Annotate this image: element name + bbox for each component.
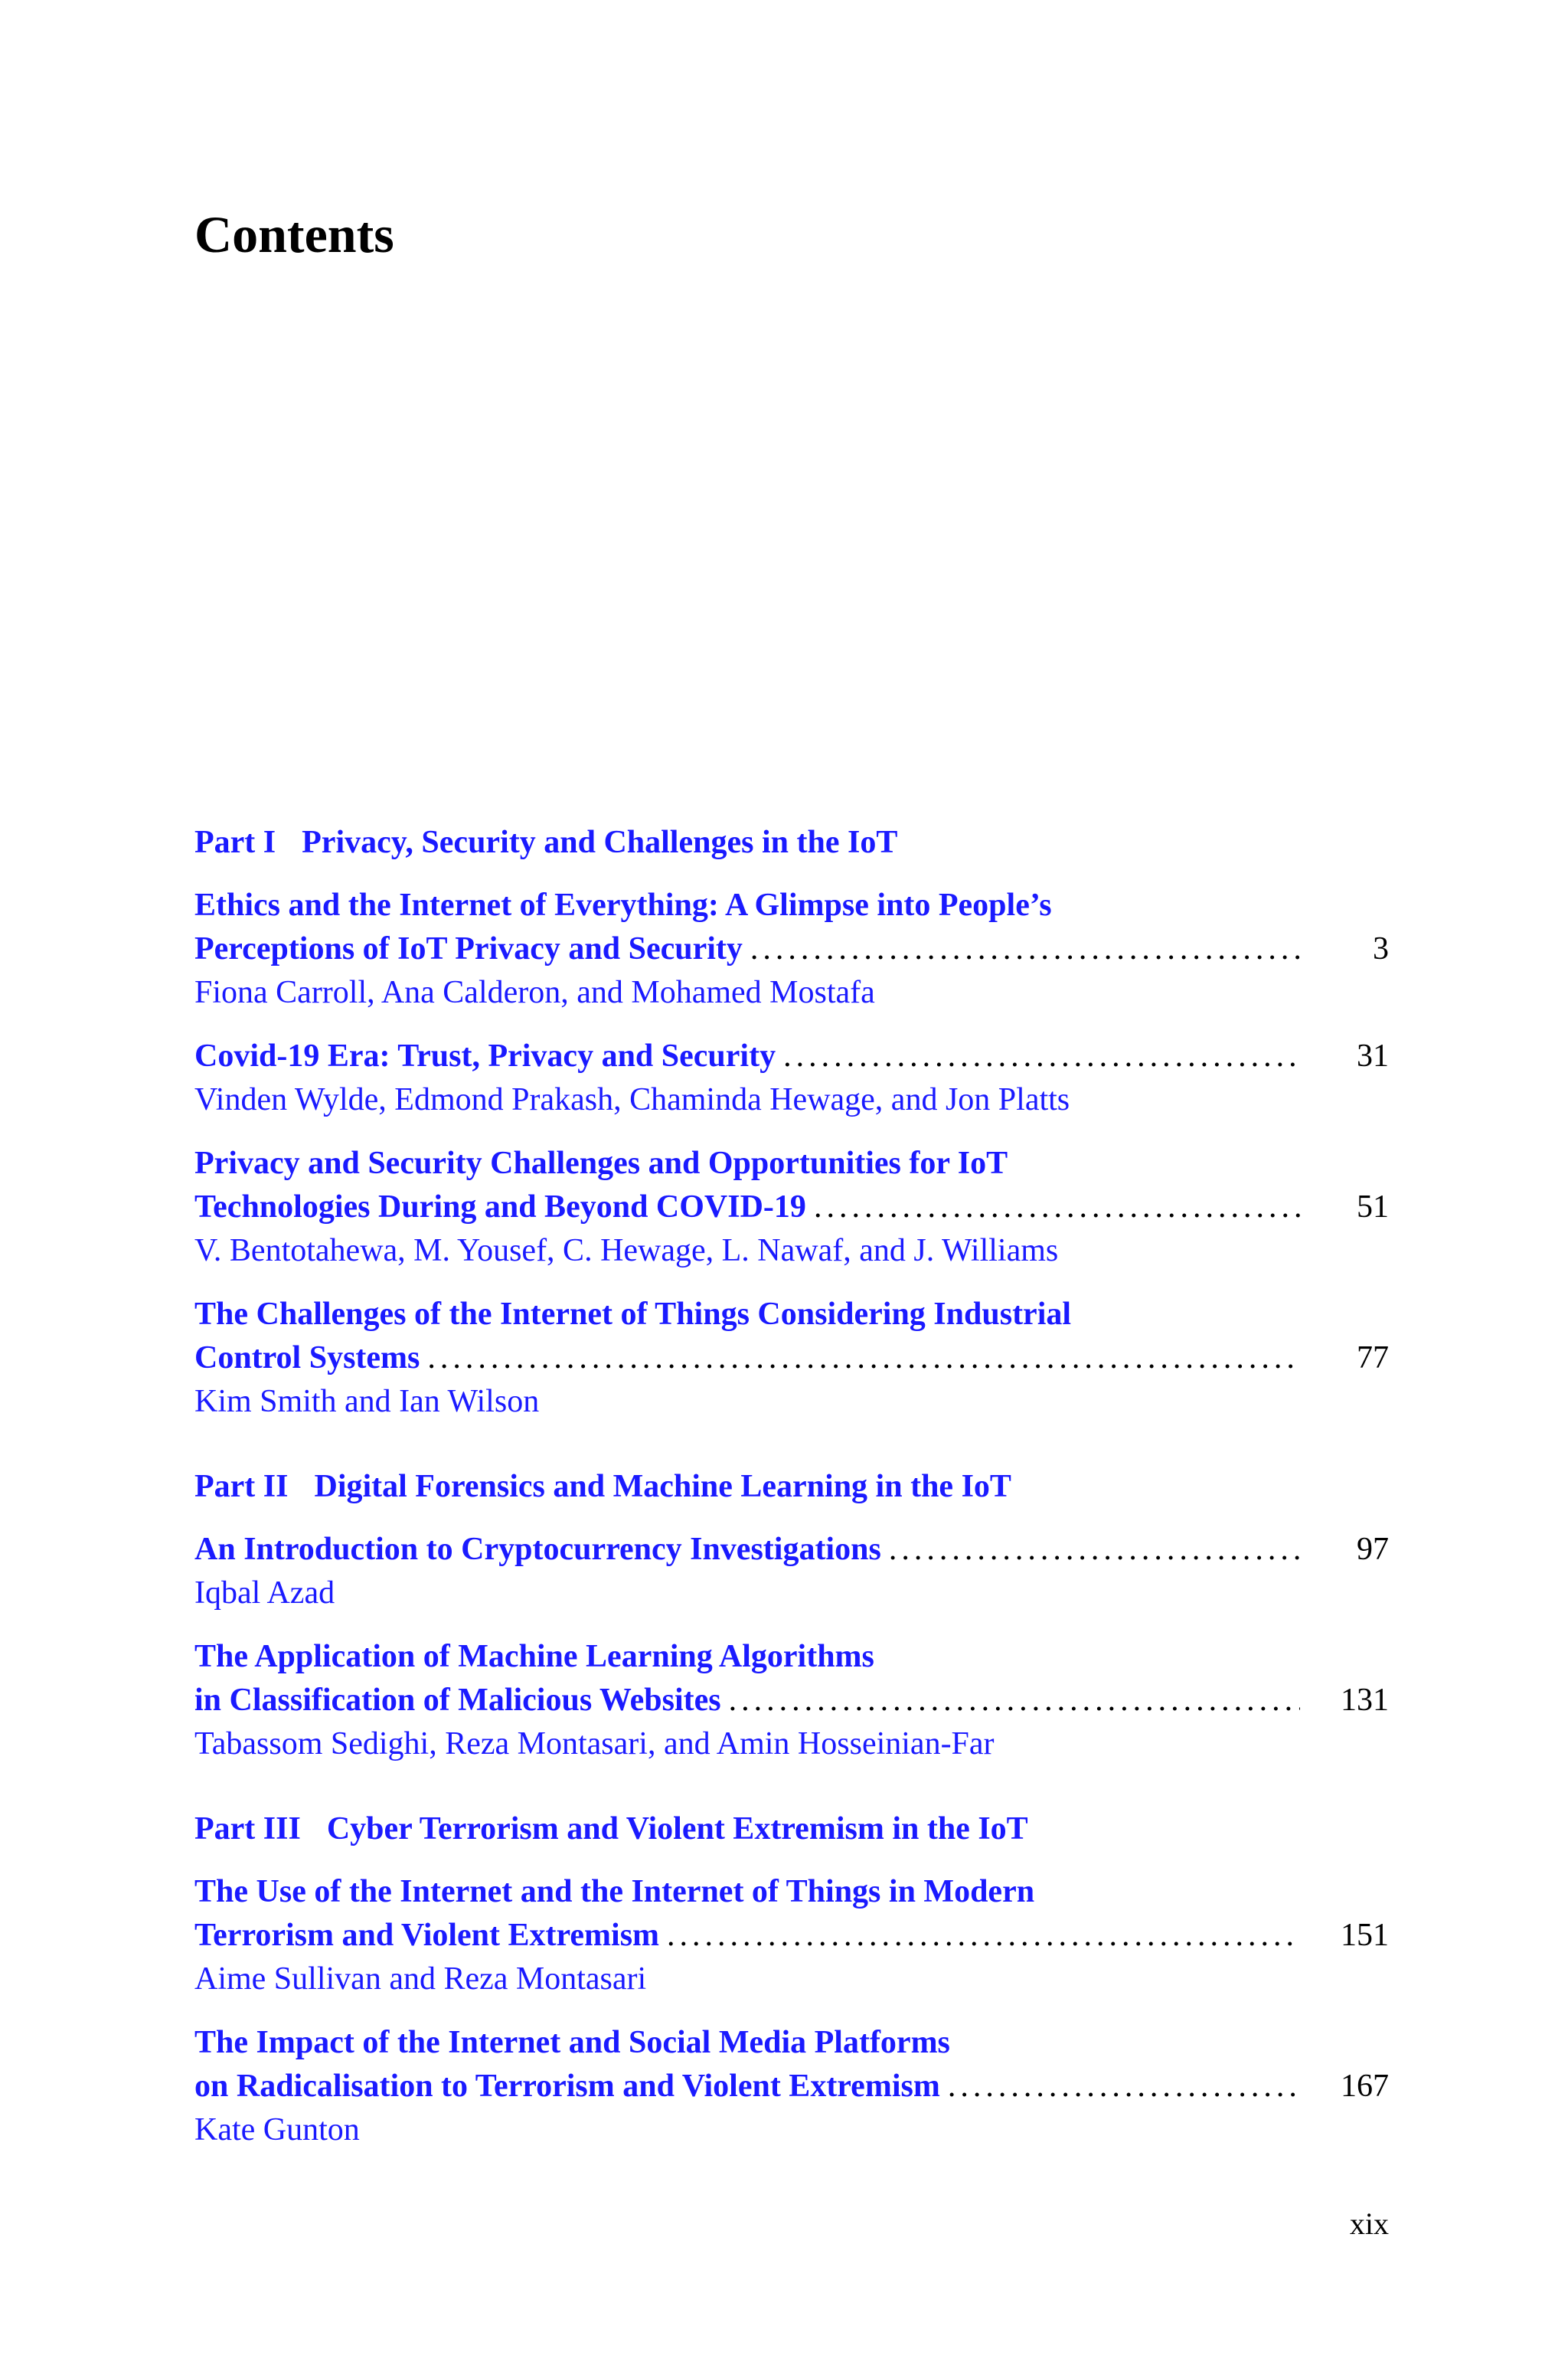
dot-leader: [427, 1336, 1300, 1380]
chapter-authors: Aime Sullivan and Reza Montasari: [194, 1961, 647, 1997]
chapter-authors: Kim Smith and Ian Wilson: [194, 1384, 540, 1419]
page-title: Contents: [194, 205, 394, 263]
chapter-title-last-line: [194, 2065, 1389, 2108]
page-number: 31: [1357, 1039, 1389, 1074]
part-heading[interactable]: [194, 819, 1389, 865]
toc-entry[interactable]: [194, 1528, 1389, 1615]
toc-entry[interactable]: [194, 884, 1389, 1015]
page-folio: xix: [1349, 2206, 1389, 2241]
chapter-title-text: on Radicalisation to Terrorism and Violent Extremism: [194, 2069, 940, 2104]
page-number: 3: [1373, 931, 1389, 967]
toc-entry[interactable]: [194, 2021, 1389, 2152]
page-number: 97: [1357, 1532, 1389, 1567]
chapter-title-last-line: [194, 927, 1389, 971]
chapter-title-last-line: [194, 1679, 1389, 1722]
chapter-title-text: Terrorism and Violent Extremism: [194, 1918, 660, 1953]
chapter-title-line: Privacy and Security Challenges and Opportunities for IoT: [194, 1146, 1008, 1181]
chapter-title-text: Perceptions of IoT Privacy and Security: [194, 931, 743, 967]
toc-entry[interactable]: [194, 1293, 1389, 1424]
part-title: Privacy, Security and Challenges in the IoT: [302, 825, 898, 860]
chapter-authors: V. Bentotahewa, M. Yousef, C. Hewage, L. Nawaf, and J. Williams: [194, 1233, 1059, 1268]
table-of-contents: [194, 819, 1389, 2172]
chapter-authors: Vinden Wylde, Edmond Prakash, Chaminda Hewage, and Jon Platts: [194, 1082, 1070, 1117]
chapter-title-last-line: [194, 1528, 1389, 1572]
chapter-title-line: The Application of Machine Learning Algorithms: [194, 1639, 874, 1674]
chapter-authors: Kate Gunton: [194, 2112, 360, 2147]
toc-entry[interactable]: [194, 1635, 1389, 1766]
chapter-title-text: in Classification of Malicious Websites: [194, 1683, 721, 1718]
chapter-authors: Tabassom Sedighi, Reza Montasari, and Amin Hosseinian-Far: [194, 1726, 995, 1761]
part-number: Part I: [194, 825, 276, 860]
chapter-title-last-line: [194, 1186, 1389, 1229]
part-title: Digital Forensics and Machine Learning in the IoT: [314, 1469, 1011, 1504]
page-number: 151: [1341, 1918, 1389, 1953]
dot-leader: [783, 1035, 1300, 1078]
chapter-title-last-line: [194, 1336, 1389, 1380]
chapter-title-line: The Use of the Internet and the Internet of Things in Modern: [194, 1874, 1035, 1909]
dot-leader: [814, 1186, 1300, 1229]
page-number: 51: [1357, 1189, 1389, 1225]
chapter-title-line: The Impact of the Internet and Social Media Platforms: [194, 2025, 950, 2060]
toc-entry[interactable]: [194, 1870, 1389, 2001]
dot-leader: [750, 927, 1300, 971]
dot-leader: [889, 1528, 1300, 1572]
toc-entry[interactable]: [194, 1142, 1389, 1273]
part-title: Cyber Terrorism and Violent Extremism in the IoT: [326, 1811, 1028, 1846]
chapter-title-last-line: [194, 1035, 1389, 1078]
dot-leader: [729, 1679, 1300, 1722]
toc-entry[interactable]: [194, 1035, 1389, 1122]
part-heading[interactable]: [194, 1464, 1389, 1510]
page-number: 77: [1357, 1340, 1389, 1375]
chapter-title-text: Technologies During and Beyond COVID-19: [194, 1189, 806, 1225]
part-number: Part II: [194, 1469, 289, 1504]
part-number: Part III: [194, 1811, 301, 1846]
page-number: 131: [1341, 1683, 1389, 1718]
chapter-authors: Iqbal Azad: [194, 1575, 335, 1611]
chapter-title-line: The Challenges of the Internet of Things Considering Industrial: [194, 1297, 1072, 1332]
chapter-title-last-line: [194, 1914, 1389, 1958]
page-number: 167: [1341, 2069, 1389, 2104]
dot-leader: [667, 1914, 1300, 1958]
chapter-authors: Fiona Carroll, Ana Calderon, and Mohamed Mostafa: [194, 975, 875, 1010]
chapter-title-text: Control Systems: [194, 1340, 420, 1375]
part-heading[interactable]: [194, 1806, 1389, 1852]
chapter-title-text: An Introduction to Cryptocurrency Investigations: [194, 1532, 881, 1567]
chapter-title-text: Covid-19 Era: Trust, Privacy and Security: [194, 1039, 776, 1074]
dot-leader: [948, 2065, 1300, 2108]
chapter-title-line: Ethics and the Internet of Everything: A Glimpse into People’s: [194, 888, 1052, 923]
